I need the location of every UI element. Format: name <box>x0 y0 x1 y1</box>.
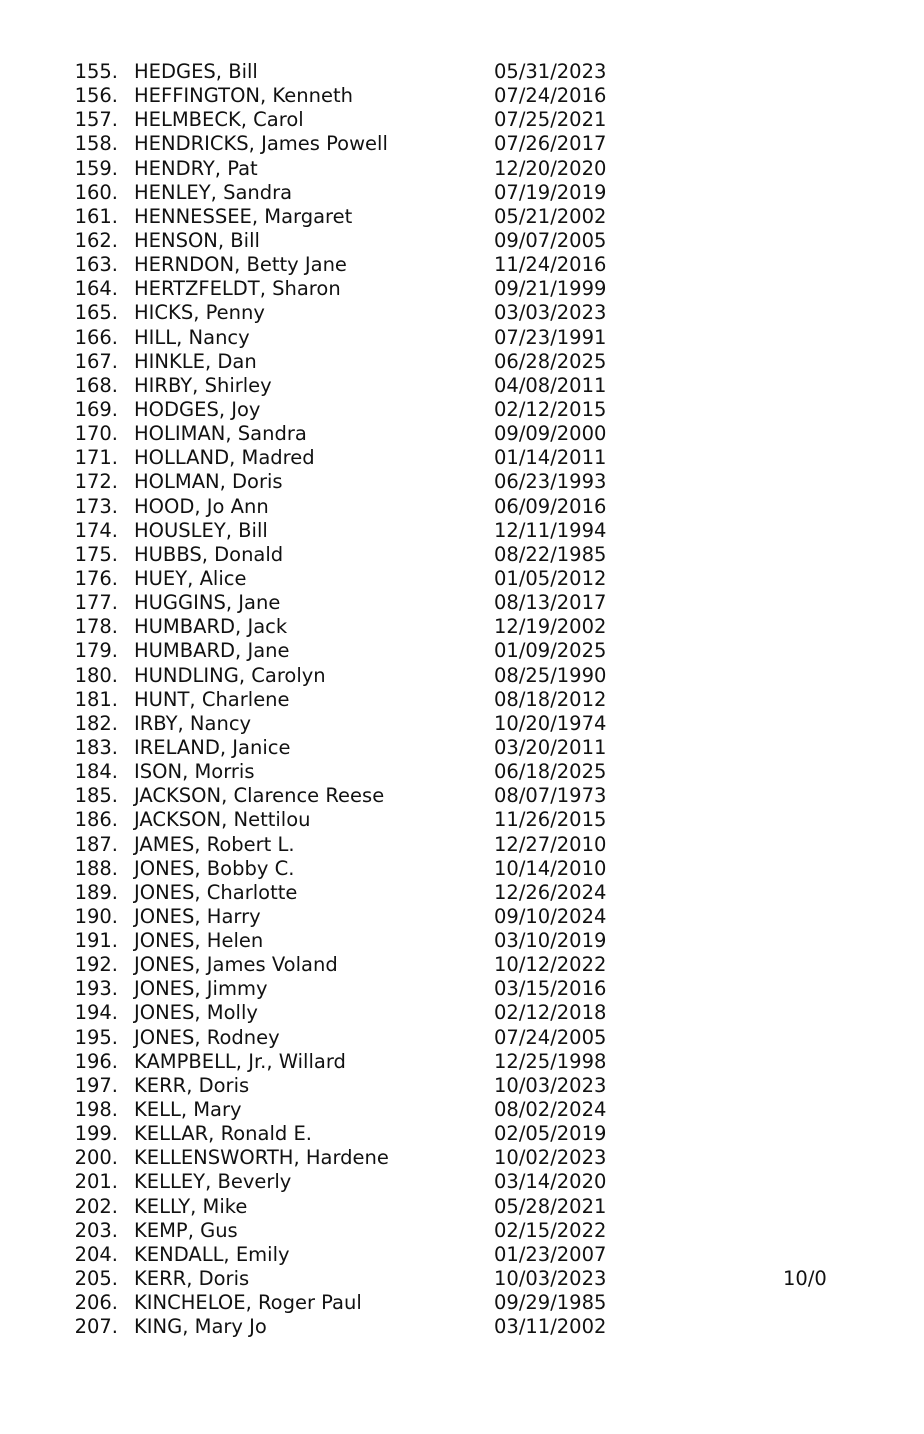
entry-date: 07/24/2005 <box>494 1025 607 1049</box>
list-row <box>0 591 924 615</box>
list-row <box>0 1195 924 1219</box>
entry-number: 195. <box>74 1025 118 1049</box>
list-row <box>0 1243 924 1267</box>
entry-number: 204. <box>74 1242 118 1266</box>
entry-name: HENSON, Bill <box>134 228 260 252</box>
entry-number: 161. <box>74 204 118 228</box>
entry-date: 06/09/2016 <box>494 494 607 518</box>
entry-date: 11/24/2016 <box>494 253 607 277</box>
entry-name: HELMBECK, Carol <box>134 108 304 132</box>
list-row <box>0 1315 924 1339</box>
entry-name: HUBBS, Donald <box>134 542 284 566</box>
entry-name: KERR, Doris <box>134 1073 250 1097</box>
entry-name: JAMES, Robert L. <box>134 832 295 856</box>
entry-date: 08/02/2024 <box>494 1098 607 1122</box>
entry-number: 190. <box>74 904 118 928</box>
list-row <box>0 736 924 760</box>
entry-name: JONES, Bobby C. <box>134 856 295 880</box>
list-row <box>0 470 924 494</box>
entry-date: 07/24/2016 <box>494 84 607 108</box>
entry-date: 12/26/2024 <box>494 880 607 904</box>
entry-name: JONES, Helen <box>134 929 264 953</box>
entry-name: JONES, Rodney <box>134 1025 280 1049</box>
entry-number: 180. <box>74 663 118 687</box>
entry-name: JONES, Harry <box>134 904 261 928</box>
entry-name: JONES, Jimmy <box>134 977 268 1001</box>
entry-name: HINKLE, Dan <box>134 349 257 373</box>
entry-date: 06/18/2025 <box>494 760 607 784</box>
list-row <box>0 977 924 1001</box>
entry-date: 05/31/2023 <box>494 60 607 83</box>
entry-name: HERNDON, Betty Jane <box>134 253 347 277</box>
entry-date: 08/18/2012 <box>494 687 607 711</box>
list-row <box>0 712 924 736</box>
list-row <box>0 953 924 977</box>
entry-number: 158. <box>74 132 118 156</box>
entry-number: 172. <box>74 470 118 494</box>
list-row <box>0 253 924 277</box>
entry-name: KERR, Doris <box>134 1267 250 1291</box>
entry-date: 12/11/1994 <box>494 518 607 542</box>
entry-name: KEMP, Gus <box>134 1218 238 1242</box>
entry-date: 05/28/2021 <box>494 1194 607 1218</box>
list-row <box>0 664 924 688</box>
entry-name: HUMBARD, Jack <box>134 615 288 639</box>
entry-number: 207. <box>74 1315 118 1339</box>
list-row <box>0 1074 924 1098</box>
entry-date: 10/12/2022 <box>494 953 607 977</box>
entry-number: 167. <box>74 349 118 373</box>
entry-name: HEFFINGTON, Kenneth <box>134 84 353 108</box>
entry-name: HUNDLING, Carolyn <box>134 663 326 687</box>
entry-date: 12/27/2010 <box>494 832 607 856</box>
entry-number: 168. <box>74 373 118 397</box>
list-row <box>0 929 924 953</box>
list-row <box>0 157 924 181</box>
entry-number: 177. <box>74 591 118 615</box>
entry-number: 197. <box>74 1073 118 1097</box>
entry-date: 01/09/2025 <box>494 639 607 663</box>
entry-name: HOLMAN, Doris <box>134 470 283 494</box>
entry-name: KELL, Mary <box>134 1098 242 1122</box>
entry-number: 155. <box>74 60 118 83</box>
entry-name: HENNESSEE, Margaret <box>134 204 353 228</box>
entry-date: 10/14/2010 <box>494 856 607 880</box>
entry-name: HUMBARD, Jane <box>134 639 290 663</box>
entry-number: 203. <box>74 1218 118 1242</box>
entry-name: JONES, Charlotte <box>134 880 298 904</box>
list-row <box>0 1001 924 1025</box>
list-row <box>0 519 924 543</box>
entry-date: 10/03/2023 <box>494 1267 607 1291</box>
entry-date: 08/22/1985 <box>494 542 607 566</box>
entry-number: 181. <box>74 687 118 711</box>
entry-number: 170. <box>74 422 118 446</box>
list-row <box>0 350 924 374</box>
entry-number: 205. <box>74 1267 118 1291</box>
entry-number: 206. <box>74 1291 118 1315</box>
entry-name: HICKS, Penny <box>134 301 265 325</box>
entry-date: 02/12/2018 <box>494 1001 607 1025</box>
list-row <box>0 1050 924 1074</box>
entry-number: 159. <box>74 156 118 180</box>
list-row <box>0 1146 924 1170</box>
entry-number: 160. <box>74 180 118 204</box>
entry-date: 02/05/2019 <box>494 1122 607 1146</box>
list-row <box>0 60 924 84</box>
entry-name: KELLY, Mike <box>134 1194 248 1218</box>
entry-date: 10/02/2023 <box>494 1146 607 1170</box>
entry-date: 09/10/2024 <box>494 904 607 928</box>
entry-name: HERTZFELDT, Sharon <box>134 277 341 301</box>
entry-number: 193. <box>74 977 118 1001</box>
entry-date: 04/08/2011 <box>494 373 607 397</box>
entry-extra-date: 10/0 <box>783 1267 827 1291</box>
entry-date: 08/25/1990 <box>494 663 607 687</box>
entry-date: 03/11/2002 <box>494 1315 607 1339</box>
entry-date: 10/20/1974 <box>494 711 607 735</box>
entry-name: HILL, Nancy <box>134 325 250 349</box>
entry-date: 08/13/2017 <box>494 591 607 615</box>
entry-number: 200. <box>74 1146 118 1170</box>
entry-number: 186. <box>74 808 118 832</box>
entry-name: HOOD, Jo Ann <box>134 494 269 518</box>
list-row <box>0 495 924 519</box>
entry-name: KENDALL, Emily <box>134 1242 290 1266</box>
entry-name: KELLEY, Beverly <box>134 1170 292 1194</box>
entry-name: HOUSLEY, Bill <box>134 518 268 542</box>
entry-name: HUNT, Charlene <box>134 687 290 711</box>
list-row <box>0 326 924 350</box>
entry-date: 09/21/1999 <box>494 277 607 301</box>
entry-number: 194. <box>74 1001 118 1025</box>
entry-name: KINCHELOE, Roger Paul <box>134 1291 362 1315</box>
entry-name: JONES, Molly <box>134 1001 258 1025</box>
entry-date: 05/21/2002 <box>494 204 607 228</box>
entry-number: 174. <box>74 518 118 542</box>
entry-name: HUEY, Alice <box>134 566 247 590</box>
list-row <box>0 277 924 301</box>
list-row <box>0 1291 924 1315</box>
list-row <box>0 205 924 229</box>
entry-date: 07/26/2017 <box>494 132 607 156</box>
list-row <box>0 398 924 422</box>
list-row <box>0 808 924 832</box>
entry-name: HODGES, Joy <box>134 397 261 421</box>
entry-date: 01/23/2007 <box>494 1242 607 1266</box>
entry-name: IRBY, Nancy <box>134 711 252 735</box>
entry-name: HENLEY, Sandra <box>134 180 293 204</box>
entry-date: 01/05/2012 <box>494 566 607 590</box>
entry-number: 183. <box>74 735 118 759</box>
entry-number: 187. <box>74 832 118 856</box>
list-row <box>0 881 924 905</box>
entry-date: 12/20/2020 <box>494 156 607 180</box>
entry-date: 03/10/2019 <box>494 929 607 953</box>
list-row <box>0 84 924 108</box>
entry-number: 178. <box>74 615 118 639</box>
entry-date: 11/26/2015 <box>494 808 607 832</box>
entry-date: 03/20/2011 <box>494 735 607 759</box>
entry-name: HUGGINS, Jane <box>134 591 281 615</box>
list-row <box>0 760 924 784</box>
entry-number: 171. <box>74 446 118 470</box>
entry-name: KING, Mary Jo <box>134 1315 267 1339</box>
list-row <box>0 905 924 929</box>
entry-date: 08/07/1973 <box>494 784 607 808</box>
entry-name: HOLIMAN, Sandra <box>134 422 307 446</box>
entry-name: HIRBY, Shirley <box>134 373 272 397</box>
entry-date: 02/15/2022 <box>494 1218 607 1242</box>
list-row <box>0 857 924 881</box>
entry-date: 07/19/2019 <box>494 180 607 204</box>
entry-number: 175. <box>74 542 118 566</box>
list-row <box>0 422 924 446</box>
entry-number: 176. <box>74 566 118 590</box>
entry-number: 165. <box>74 301 118 325</box>
entry-date: 03/14/2020 <box>494 1170 607 1194</box>
entry-number: 157. <box>74 108 118 132</box>
list-row <box>0 301 924 325</box>
entry-name: KELLENSWORTH, Hardene <box>134 1146 389 1170</box>
entry-number: 179. <box>74 639 118 663</box>
list-row <box>0 1098 924 1122</box>
list-row <box>0 688 924 712</box>
entry-name: IRELAND, Janice <box>134 735 291 759</box>
entry-number: 192. <box>74 953 118 977</box>
entry-date: 03/03/2023 <box>494 301 607 325</box>
entry-number: 173. <box>74 494 118 518</box>
list-row <box>0 132 924 156</box>
entry-number: 198. <box>74 1098 118 1122</box>
list-row <box>0 108 924 132</box>
entry-number: 182. <box>74 711 118 735</box>
entry-number: 163. <box>74 253 118 277</box>
entry-name: HOLLAND, Madred <box>134 446 315 470</box>
list-row <box>0 615 924 639</box>
entry-name: HENDRICKS, James Powell <box>134 132 388 156</box>
list-row <box>0 374 924 398</box>
list-row <box>0 1170 924 1194</box>
entry-number: 189. <box>74 880 118 904</box>
entry-number: 162. <box>74 228 118 252</box>
entry-number: 156. <box>74 84 118 108</box>
entry-date: 07/23/1991 <box>494 325 607 349</box>
entry-name: KAMPBELL, Jr., Willard <box>134 1049 346 1073</box>
list-row <box>0 1267 924 1291</box>
entry-number: 188. <box>74 856 118 880</box>
entry-number: 184. <box>74 760 118 784</box>
list-row <box>0 833 924 857</box>
list-row <box>0 639 924 663</box>
entry-number: 199. <box>74 1122 118 1146</box>
entry-name: JACKSON, Nettilou <box>134 808 311 832</box>
entry-date: 01/14/2011 <box>494 446 607 470</box>
entry-date: 09/29/1985 <box>494 1291 607 1315</box>
entry-number: 164. <box>74 277 118 301</box>
entry-name: ISON, Morris <box>134 760 255 784</box>
entry-number: 185. <box>74 784 118 808</box>
entry-date: 12/25/1998 <box>494 1049 607 1073</box>
list-row <box>0 1026 924 1050</box>
entry-date: 09/09/2000 <box>494 422 607 446</box>
list-row <box>0 784 924 808</box>
entry-date: 12/19/2002 <box>494 615 607 639</box>
entry-number: 166. <box>74 325 118 349</box>
entry-date: 06/23/1993 <box>494 470 607 494</box>
entry-name: KELLAR, Ronald E. <box>134 1122 312 1146</box>
list-row <box>0 1219 924 1243</box>
entry-number: 202. <box>74 1194 118 1218</box>
entry-date: 02/12/2015 <box>494 397 607 421</box>
entry-date: 10/03/2023 <box>494 1073 607 1097</box>
list-row <box>0 543 924 567</box>
list-row <box>0 1122 924 1146</box>
list-row <box>0 229 924 253</box>
entry-name: JACKSON, Clarence Reese <box>134 784 385 808</box>
list-row <box>0 567 924 591</box>
list-row <box>0 181 924 205</box>
entry-name: HENDRY, Pat <box>134 156 258 180</box>
entry-number: 201. <box>74 1170 118 1194</box>
entry-date: 07/25/2021 <box>494 108 607 132</box>
entry-name: HEDGES, Bill <box>134 60 258 83</box>
name-date-list <box>0 60 924 1339</box>
entry-date: 09/07/2005 <box>494 228 607 252</box>
entry-date: 03/15/2016 <box>494 977 607 1001</box>
list-row <box>0 446 924 470</box>
entry-number: 191. <box>74 929 118 953</box>
entry-number: 196. <box>74 1049 118 1073</box>
entry-date: 06/28/2025 <box>494 349 607 373</box>
entry-name: JONES, James Voland <box>134 953 338 977</box>
entry-number: 169. <box>74 397 118 421</box>
